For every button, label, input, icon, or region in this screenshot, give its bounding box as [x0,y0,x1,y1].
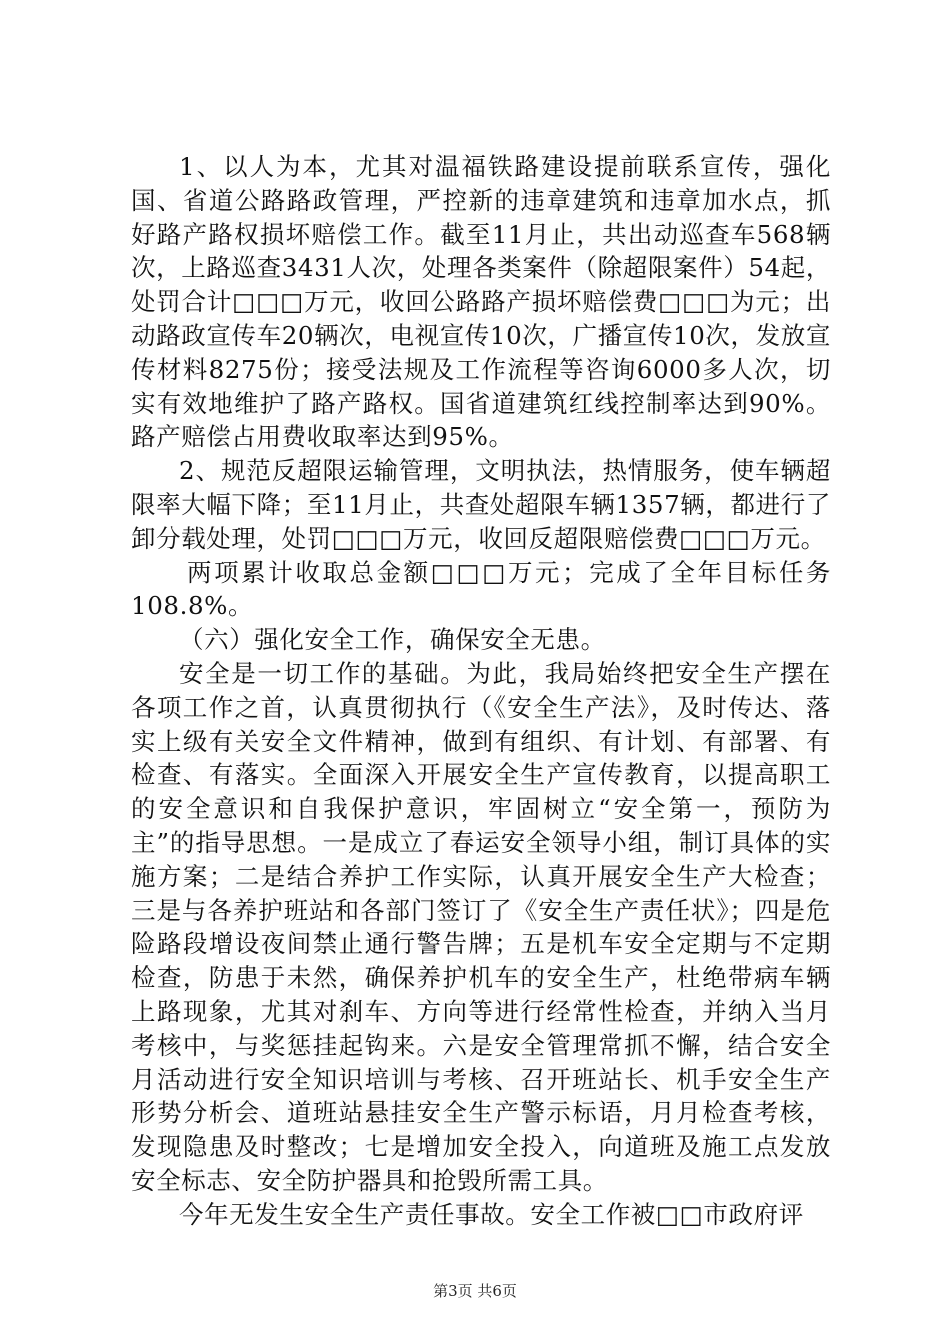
page-number-footer: 第3页 共6页 [433,1282,517,1300]
paragraph-overload-control: 2、规范反超限运输管理，文明执法，热情服务，使车辆超限率大幅下降；至11月止，共查处超限车辆1357辆，都进行了卸分载处理，处罚□□□万元，收回反超限赔偿费□□□万元。 [131,456,831,553]
paragraph-safety-result: 今年无发生安全生产责任事故。安全工作被□□市政府评 [179,1199,804,1229]
paragraph-safety-work: 安全是一切工作的基础。为此，我局始终把安全生产摆在各项工作之首，认真贯彻执行（《安全生产法》，及时传达、落实上级有关安全文件精神，做到有组织、有计划、有部署、有检查、有落实。全面深入开展安全生产宣传教育，以提高职工的安全意识和自我保护意识，牢固树立“安全第一，预防为主”的指导思想。一是成立了春运安全领导小组，制订具体的实施方案；二是结合养护工作实际，认真开展安全生产大检查；三是与各养护班站和各部门签订了《安全生产责任状》；四是危险路段增设夜间禁止通行警告牌；五是机车安全定期与不定期检查，防患于未然，确保养护机车的安全生产，杜绝带病车辆上路现象，尤其对刹车、方向等进行经常性检查，并纳入当月考核中，与奖惩挂起钩来。六是安全管理常抓不懈，结合安全月活动进行安全知识培训与考核、召开班站长、机手安全生产形势分析会、道班站悬挂安全生产警示标语，月月检查考核，发现隐患及时整改；七是增加安全投入，向道班及施工点发放安全标志、安全防护器具和抢毁所需工具。 [131,658,831,1195]
paragraph-total-collection: 两项累计收取总金额□□□万元；完成了全年目标任务108.8%。 [131,557,831,621]
paragraph-road-administration: 1、以人为本，尤其对温福铁路建设提前联系宣传，强化国、省道公路路政管理，严控新的违章建筑和违章加水点，抓好路产路权损坏赔偿工作。截至11月止，共出动巡查车568辆次，上路巡查3431人次，处理各类案件（除超限案件）54起，处罚合计□□□万元，收回公路路产损坏赔偿费□□□为元；出动路政宣传车20辆次，电视宣传10次，广播宣传10次，发放宣传材料8275份；接受法规及工作流程等咨询6000多人次，切实有效地维护了路产路权。国省道建筑红线控制率达到90%。路产赔偿占用费收取率达到95%。 [131,152,831,452]
section-heading-safety: （六）强化安全工作，确保安全无患。 [179,625,606,655]
document-body [131,150,831,1232]
